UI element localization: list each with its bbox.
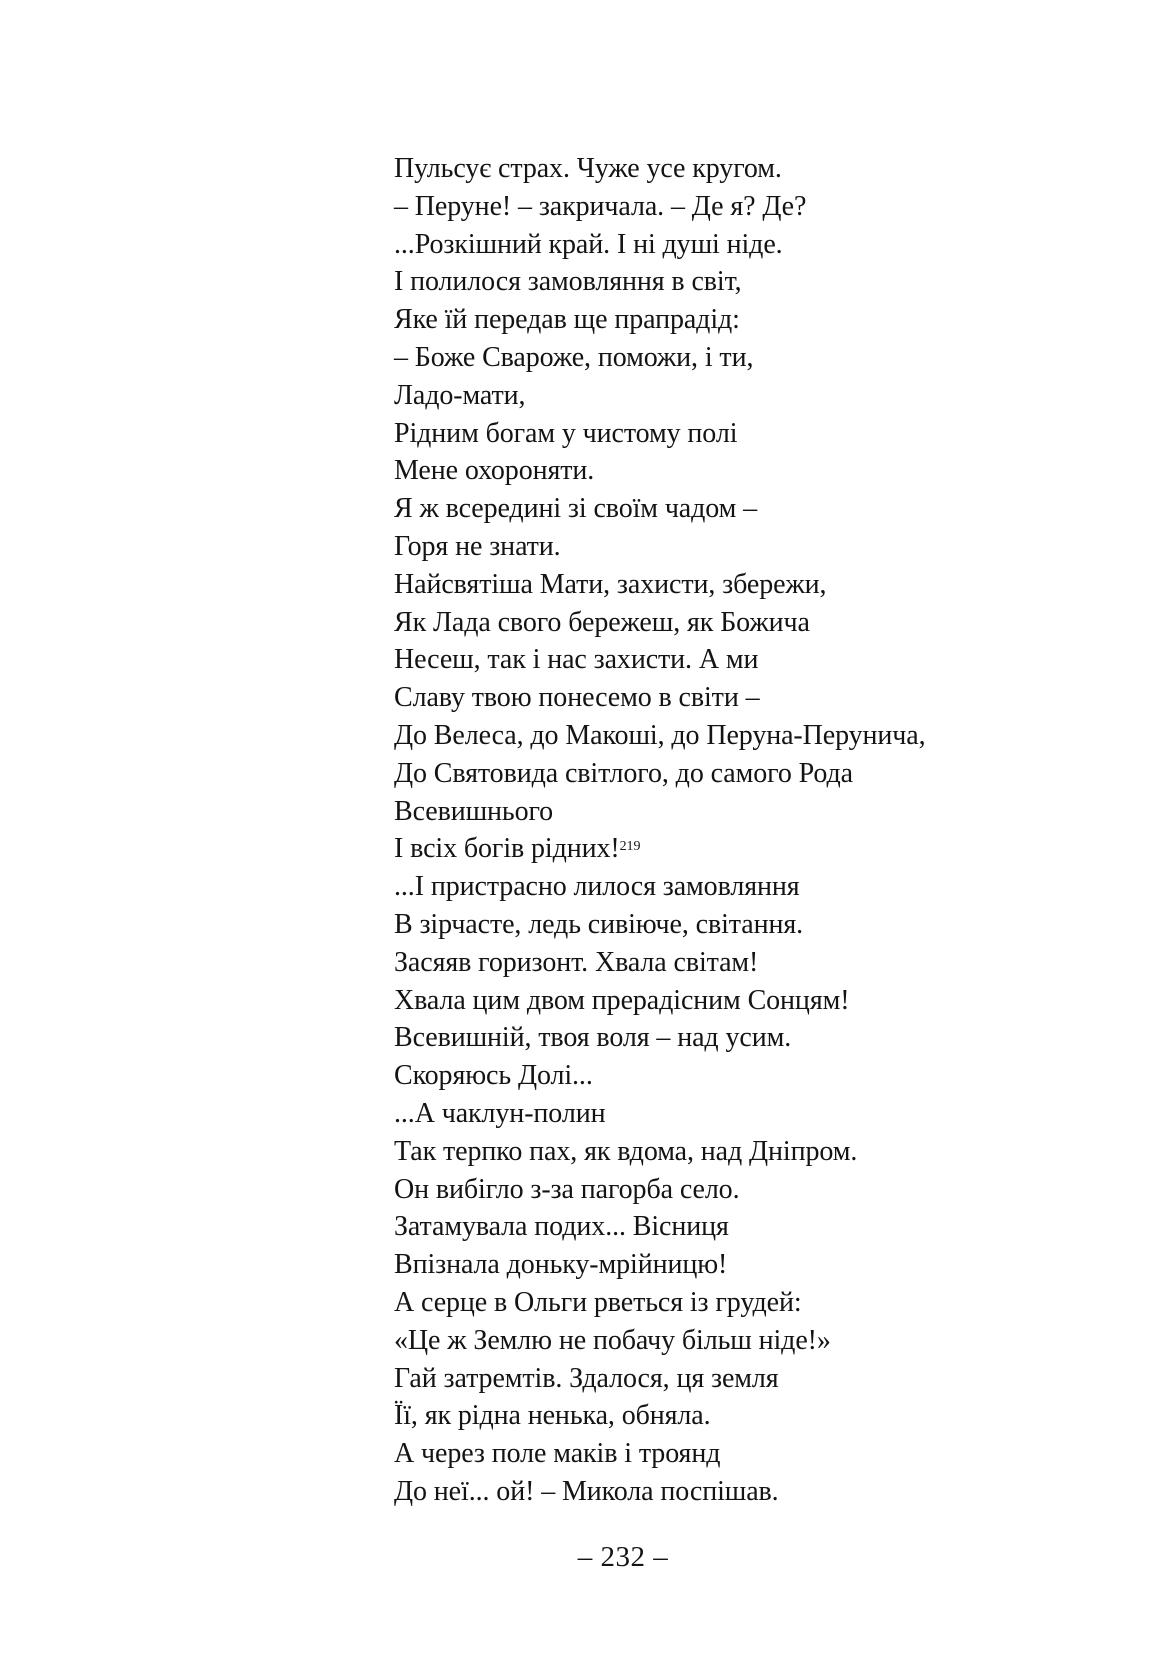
poem-line: Мене охороняти. xyxy=(394,455,595,487)
poem-line: Горя не знати. xyxy=(394,530,561,562)
poem-line: Пульсує страх. Чуже усе кругом. xyxy=(394,153,782,184)
poem-line: Її, як рідна ненька, обняла. xyxy=(394,1400,711,1432)
page-number: – 232 – xyxy=(577,1541,669,1573)
poem-line: Як Лада свого бережеш, як Божича xyxy=(394,606,810,638)
poem-line: ...Розкішний край. І ні душі ніде. xyxy=(394,228,783,260)
poem-line: А через поле маків і троянд xyxy=(394,1438,721,1470)
poem-line: Он вибігло з-за пагорба село. xyxy=(394,1173,740,1205)
poem-line: До Велеса, до Макоші, до Перуна-Перунича, xyxy=(394,719,926,751)
poem-line: Яке їй передав ще прапрадід: xyxy=(394,304,740,336)
poem-line: До неї... ой! – Микола поспішав. xyxy=(394,1475,779,1507)
poem-line: Я ж всередині зі своїм чадом – xyxy=(394,493,758,525)
poem-line: ...А чаклун-полин xyxy=(394,1097,606,1129)
poem-line: В зірчасте, ледь сивіюче, світання. xyxy=(394,908,804,940)
poem-line: «Це ж Землю не побачу більш ніде!» xyxy=(394,1324,831,1356)
poem-line: Славу твою понесемо в світи – xyxy=(394,682,760,714)
poem-line-with-footnote xyxy=(394,830,1094,868)
poem-line: Всевишній, твоя воля – над усим. xyxy=(394,1022,792,1054)
poem-line: Гай затремтів. Здалося, ця земля xyxy=(394,1362,779,1394)
poem-line: ...І пристрасно лилося замовляння xyxy=(394,871,800,903)
poem-line: Ладо-мати, xyxy=(394,379,526,411)
poem-line: Всевишнього xyxy=(394,795,554,827)
poem-line: Впізнала доньку-мрійницю! xyxy=(394,1249,728,1281)
poem-line: Затамувала подих... Вісниця xyxy=(394,1211,729,1243)
poem-line: Найсвятіша Мати, захисти, збережи, xyxy=(394,568,827,600)
poem-line: – Перуне! – закричала. – Де я? Де? xyxy=(394,190,807,222)
poem-line: Хвала цим двом прерадісним Сонцям! xyxy=(394,984,850,1016)
poem-line: Рідним богам у чистому полі xyxy=(394,417,738,449)
poem-line: Засяяв горизонт. Хвала світам! xyxy=(394,946,759,978)
poem-line: – Боже Свароже, поможи, і ти, xyxy=(394,341,754,373)
poem-line: І полилося замовляння в світ, xyxy=(394,266,742,298)
poem-line: А серце в Ольги рветься із грудей: xyxy=(394,1286,802,1318)
poem-line-text: І всіх богів рідних! xyxy=(394,833,620,865)
poem-line: Несеш, так і нас захисти. А ми xyxy=(394,644,759,676)
poem-line: Скоряюсь Долі... xyxy=(394,1060,593,1092)
poem-line: Так терпко пах, як вдома, над Дніпром. xyxy=(394,1135,858,1167)
poem-text xyxy=(394,150,1094,1511)
footnote-reference[interactable]: 219 xyxy=(619,839,641,855)
poem-line: До Святовида світлого, до самого Рода xyxy=(394,757,853,789)
